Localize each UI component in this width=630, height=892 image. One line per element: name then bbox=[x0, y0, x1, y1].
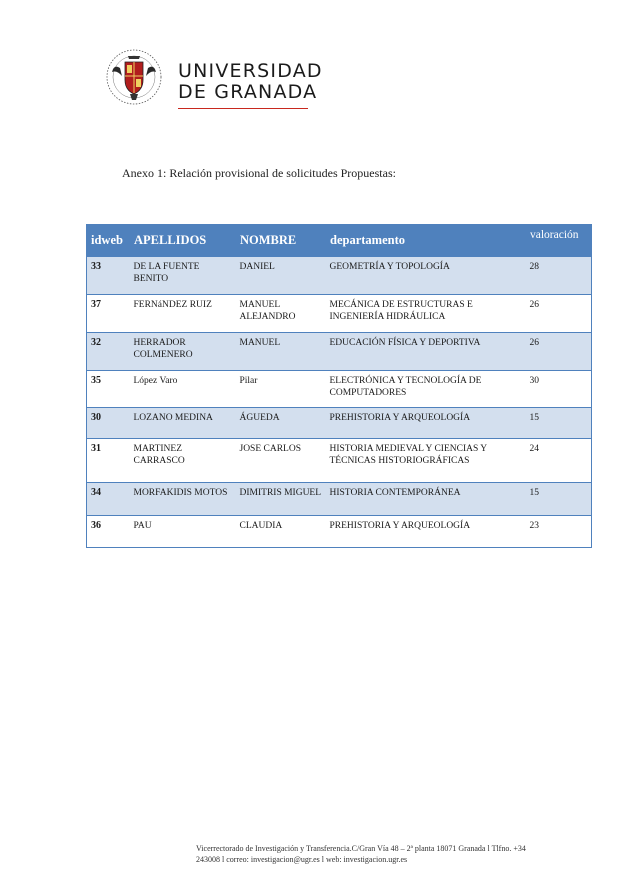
annex-caption: Anexo 1: Relación provisional de solicitudes Propuestas: bbox=[122, 166, 396, 180]
cell-nombre: DANIEL bbox=[236, 257, 326, 295]
cell-departamento: GEOMETRÍA Y TOPOLOGÍA bbox=[326, 257, 526, 295]
cell-apellidos: LOZANO MEDINA bbox=[130, 408, 236, 439]
cell-apellidos: FERNáNDEZ RUIZ bbox=[130, 295, 236, 333]
university-logo bbox=[104, 46, 323, 116]
column-header-nombre: NOMBRE bbox=[236, 225, 326, 257]
column-header-idweb: idweb bbox=[87, 225, 130, 257]
cell-departamento: ELECTRÓNICA Y TECNOLOGÍA DE COMPUTADORES bbox=[326, 371, 526, 408]
cell-apellidos: PAU bbox=[130, 516, 236, 548]
cell-apellidos: MARTINEZ CARRASCO bbox=[130, 439, 236, 483]
cell-valoracion: 30 bbox=[526, 371, 592, 408]
logo-underline bbox=[178, 108, 308, 109]
cell-departamento: EDUCACIÓN FÍSICA Y DEPORTIVA bbox=[326, 333, 526, 371]
cell-departamento: HISTORIA MEDIEVAL Y CIENCIAS Y TÉCNICAS HISTORIOGRÁFICAS bbox=[326, 439, 526, 483]
cell-valoracion: 28 bbox=[526, 257, 592, 295]
university-seal-icon bbox=[104, 46, 164, 108]
table-row bbox=[87, 516, 592, 548]
table-row bbox=[87, 295, 592, 333]
table-row bbox=[87, 408, 592, 439]
cell-departamento: PREHISTORIA Y ARQUEOLOGÍA bbox=[326, 408, 526, 439]
logo-text-line1: UNIVERSIDAD bbox=[178, 60, 323, 82]
cell-idweb: 35 bbox=[87, 371, 130, 408]
cell-valoracion: 24 bbox=[526, 439, 592, 483]
footer-contact: 243008 l correo: investigacion@ugr.es l web: investigacion.ugr.es bbox=[196, 855, 408, 864]
cell-nombre: DIMITRIS MIGUEL bbox=[236, 483, 326, 516]
cell-idweb: 30 bbox=[87, 408, 130, 439]
cell-departamento: HISTORIA CONTEMPORÁNEA bbox=[326, 483, 526, 516]
cell-nombre: MANUEL bbox=[236, 333, 326, 371]
table-row bbox=[87, 333, 592, 371]
cell-idweb: 33 bbox=[87, 257, 130, 295]
cell-valoracion: 15 bbox=[526, 408, 592, 439]
cell-nombre: ÁGUEDA bbox=[236, 408, 326, 439]
cell-nombre: Pilar bbox=[236, 371, 326, 408]
applications-table bbox=[86, 224, 592, 548]
table-row bbox=[87, 439, 592, 483]
cell-valoracion: 15 bbox=[526, 483, 592, 516]
footer-address: Vicerrectorado de Investigación y Transferencia.C/Gran Vía 48 – 2ª planta 18071 Granada l Tlfno. +34 bbox=[196, 844, 526, 853]
table-row bbox=[87, 483, 592, 516]
cell-valoracion: 26 bbox=[526, 295, 592, 333]
cell-nombre: MANUEL ALEJANDRO bbox=[236, 295, 326, 333]
cell-idweb: 31 bbox=[87, 439, 130, 483]
cell-idweb: 32 bbox=[87, 333, 130, 371]
column-header-departamento: departamento bbox=[326, 225, 526, 257]
logo-text-line2: DE GRANADA bbox=[178, 81, 318, 103]
cell-nombre: JOSE CARLOS bbox=[236, 439, 326, 483]
cell-apellidos: MORFAKIDIS MOTOS bbox=[130, 483, 236, 516]
cell-apellidos: DE LA FUENTE BENITO bbox=[130, 257, 236, 295]
cell-apellidos: HERRADOR COLMENERO bbox=[130, 333, 236, 371]
cell-valoracion: 26 bbox=[526, 333, 592, 371]
cell-nombre: CLAUDIA bbox=[236, 516, 326, 548]
cell-departamento: PREHISTORIA Y ARQUEOLOGÍA bbox=[326, 516, 526, 548]
cell-departamento: MECÁNICA DE ESTRUCTURAS E INGENIERÍA HIDRÁULICA bbox=[326, 295, 526, 333]
cell-idweb: 34 bbox=[87, 483, 130, 516]
cell-idweb: 37 bbox=[87, 295, 130, 333]
cell-valoracion: 23 bbox=[526, 516, 592, 548]
column-header-valoracion: valoración bbox=[526, 225, 592, 257]
column-header-apellidos: APELLIDOS bbox=[130, 225, 236, 257]
cell-apellidos: López Varo bbox=[130, 371, 236, 408]
cell-idweb: 36 bbox=[87, 516, 130, 548]
table-header-row bbox=[87, 225, 592, 257]
page-footer bbox=[196, 843, 556, 865]
table-row bbox=[87, 257, 592, 295]
table-row bbox=[87, 371, 592, 408]
